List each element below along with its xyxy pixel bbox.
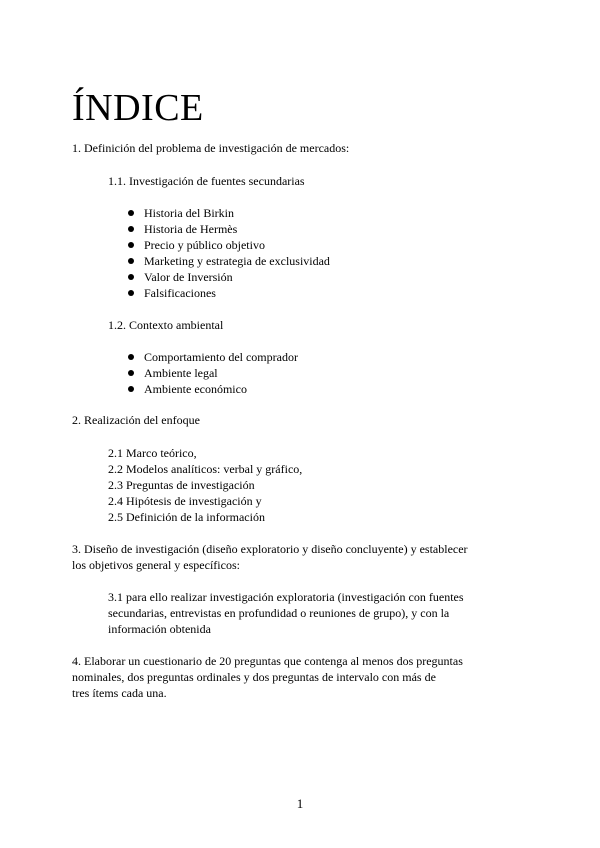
section-3-line: 3. Diseño de investigación (diseño exploratorio y diseño concluyente) y establecer <box>72 542 468 556</box>
list-item: 2.3 Preguntas de investigación <box>108 478 255 492</box>
list-item: Ambiente legal <box>144 366 218 380</box>
list-item: Valor de Inversión <box>144 270 233 284</box>
list-item: 2.4 Hipótesis de investigación y <box>108 494 262 508</box>
section-2-heading: 2. Realización del enfoque <box>72 413 200 427</box>
list-item: 2.1 Marco teórico, <box>108 446 197 460</box>
page-title: ÍNDICE <box>72 87 204 129</box>
bullet-icon <box>128 258 134 264</box>
page-number: 1 <box>296 796 304 811</box>
section-4-line: nominales, dos preguntas ordinales y dos preguntas de intervalo con más de <box>72 670 436 684</box>
subsection-1-2-heading: 1.2. Contexto ambiental <box>108 318 224 332</box>
section-3-1-line: secundarias, entrevistas en profundidad o reuniones de grupo), y con la <box>108 606 450 620</box>
list-item: Falsificaciones <box>144 286 216 300</box>
section-4-line: 4. Elaborar un cuestionario de 20 preguntas que contenga al menos dos preguntas <box>72 654 463 668</box>
list-item: 2.2 Modelos analíticos: verbal y gráfico, <box>108 462 303 476</box>
list-item: Precio y público objetivo <box>144 238 265 252</box>
bullet-icon <box>128 226 134 232</box>
bullet-icon <box>128 370 134 376</box>
list-item: 2.5 Definición de la información <box>108 510 265 524</box>
bullet-icon <box>128 290 134 296</box>
bullet-icon <box>128 242 134 248</box>
section-3-1-line: 3.1 para ello realizar investigación exploratoria (investigación con fuentes <box>108 590 464 604</box>
list-item: Ambiente económico <box>144 382 247 396</box>
bullet-icon <box>128 210 134 216</box>
list-item: Historia de Hermès <box>144 222 238 236</box>
section-3-line: los objetivos general y específicos: <box>72 558 240 572</box>
list-item: Marketing y estrategia de exclusividad <box>144 254 330 268</box>
subsection-1-1-heading: 1.1. Investigación de fuentes secundarias <box>108 174 305 188</box>
bullet-icon <box>128 274 134 280</box>
list-item: Historia del Birkin <box>144 206 234 220</box>
section-1-heading: 1. Definición del problema de investigación de mercados: <box>72 141 350 155</box>
section-3-1-line: información obtenida <box>108 622 211 636</box>
list-item: Comportamiento del comprador <box>144 350 298 364</box>
section-4-line: tres ítems cada una. <box>72 686 167 700</box>
bullet-icon <box>128 386 134 392</box>
bullet-icon <box>128 354 134 360</box>
